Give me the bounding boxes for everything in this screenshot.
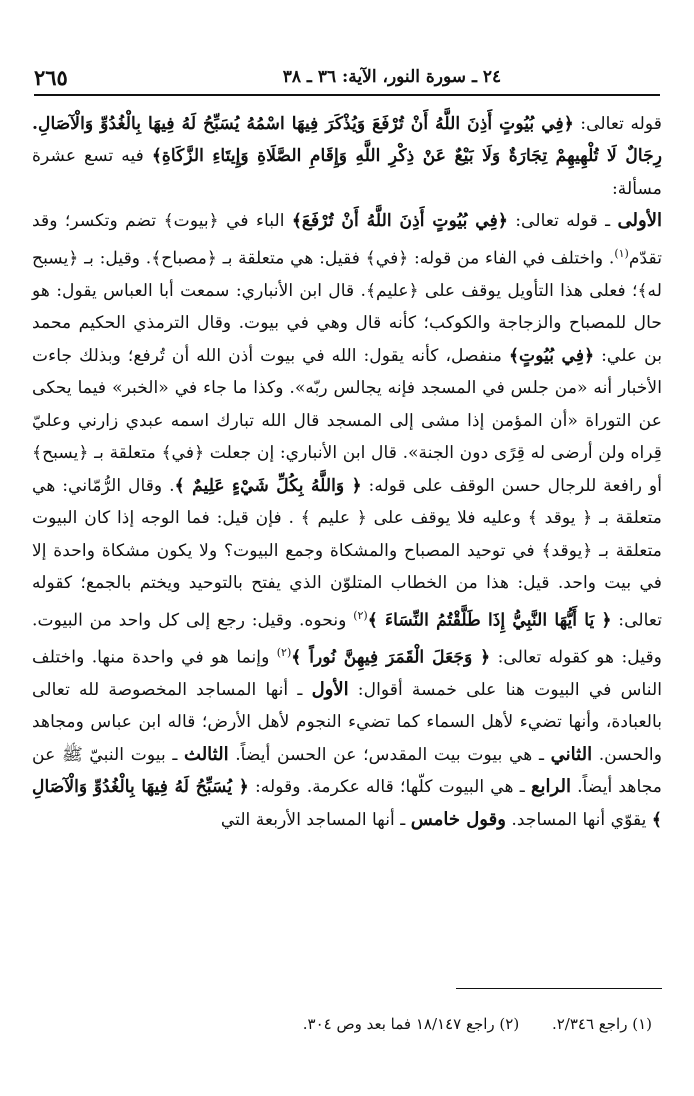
quran-verse: ﴿ يُسَبِّحُ لَهُ فِيهَا بِالْغُدُوِّ وَالْآصَالِ ﴾ — [32, 777, 662, 830]
paragraph-intro — [32, 108, 662, 205]
intro-tail: فيه تسع عشرة مسألة: — [32, 146, 662, 199]
footnote-ref: (٢) — [353, 608, 368, 622]
issue-heading: الأولى — [617, 210, 662, 232]
quran-verse: ﴿فِي بُيُوتٍ أَذِنَ اللَّهُ أَنْ تُرْفَعَ وَيُذْكَرَ فِيهَا اسْمُهُ يُسَبِّحُ لَهُ فِيهَا بِالْغُدُوِّ وَالْآصَالِ. رِجَالٌ لَا تُلْهِيهِمْ تِجَارَةٌ وَلَا بَيْعٌ عَنْ ذِكْرِ اللَّهِ وَإِقَامِ الصَّلَاةِ وَإِيتَاءِ الزَّكَاةِ﴾ — [32, 114, 662, 167]
running-title: ٢٤ ـ سورة النور، الآية: ٣٦ ـ ٣٨ — [282, 67, 502, 87]
opinion-label: الثالث — [184, 743, 229, 765]
quran-verse: ﴿ يَا أَيُّهَا النَّبِيُّ إِذَا طَلَّقْتُمُ النِّسَاءَ ﴾ — [367, 610, 612, 631]
footnotes — [32, 1012, 652, 1036]
footnote-ref: (٢) — [276, 645, 292, 659]
opinion-label: وقول خامس — [410, 808, 506, 830]
body-text: . واختلف في الفاء من قوله: ﴿في﴾ فقيل: هي متعلقة بـ ﴿مصباح﴾. وقيل: بـ ﴿يسبح له﴾؛ فعلى هذا التأويل يوقف على ﴿عليم﴾. قال ابن الأنباري: سمعت أبا العباس يقول: هو حال للمصباح والزجاجة والكوكب؛ كأنه قال وهي في بيوت. وقال الترمذي الحكيم محمد بن علي: — [32, 248, 662, 366]
page-number: ٢٦٥ — [34, 64, 68, 90]
opinion-text: ـ هي بيوت بيت المقدس؛ عن الحسن أيضاً. — [228, 744, 551, 765]
quran-verse: ﴿فِي بُيُوتٍ﴾ — [508, 345, 595, 366]
opinion-text: ـ هي البيوت كلّها؛ قاله عكرمة. وقوله: — [248, 777, 531, 798]
paragraph-first-issue — [32, 205, 662, 836]
quran-verse: ﴿فِي بُيُوتٍ أَذِنَ اللَّهُ أَنْ تُرْفَعَ﴾ — [291, 211, 508, 232]
body-text: . وقال الرُّمّاني: هي متعلقة بـ ﴿ يوقد ﴾ وعليه فلا يوقف على ﴿ عليم ﴾ . فإن قيل: فما الوجه إذا كان البيوت متعلقة بـ ﴿يوقد﴾ في توحيد المصباح والمشكاة وجمع البيوت؟ ولا يكون مشكاة واحدة إلا في بيت واحد. قيل: هذا من الخطاب المتلوّن الذي يفتح بالتوحيد ويختم بالجمع؛ كقوله تعالى: — [32, 475, 662, 631]
footnote-item: (٢) راجع ١٨/١٤٧ فما بعد وص ٣٠٤. — [302, 1015, 520, 1033]
opinion-text: يقوّي أنها المساجد. — [505, 809, 652, 830]
body-text: ونحوه. وقيل: رجع إلى كل واحد من البيوت. وقيل: هو كقوله تعالى: — [32, 610, 662, 668]
opinion-text: ـ أنها المساجد المخصوصة لله تعالى بالعبادة، وأنها تضيء لأهل السماء كما تضيء النجوم لأهل الأرض؛ قاله ابن عباس ومجاهد والحسن. — [32, 679, 663, 765]
page-header — [34, 60, 660, 96]
opinion-label: الأول — [311, 678, 349, 700]
quran-verse: ﴿ وَجَعَلَ الْقَمَرَ فِيهِنَّ نُوراً ﴾ — [291, 647, 491, 668]
intro-text: قوله تعالى: — [573, 114, 662, 134]
opinion-label: الرابع — [530, 776, 571, 798]
body-text: منفصل، كأنه يقول: الله في بيوت أذن الله أن تُرفع؛ وبذلك جاءت الأخبار أنه «من جلس في المسجد فإنه يجالس ربّه». وكذا ما جاء في «الخبر» فيما يحكى عن التوراة «أن المؤمن إذا مشى إلى المسجد قال الله تبارك اسمه عبدي زارني وعليّ قِراه ولن أرضى له قِرًى دون الجنة». قال ابن الأنباري: إن جعلت ﴿في﴾ متعلقة بـ ﴿يسبح﴾ أو رافعة للرجال حسن الوقف على قوله: — [32, 345, 662, 496]
quran-verse: ﴿ وَاللَّهُ بِكُلِّ شَيْءٍ عَلِيمٌ ﴾ — [174, 475, 362, 496]
body-text: ـ قوله تعالى: — [507, 211, 618, 232]
body-text: وإنما هو في واحدة منها. واختلف الناس في البيوت هنا على خمسة أقوال: — [32, 647, 662, 700]
opinion-text: ـ أنها المساجد الأربعة التي — [220, 809, 411, 830]
footnote-ref: (١) — [614, 246, 629, 260]
opinion-label: الثاني — [550, 743, 593, 765]
body-text: الباء في ﴿بيوت﴾ تضم وتكسر؛ وقد تقدّم — [32, 211, 662, 269]
footnote-divider — [456, 988, 662, 989]
main-text — [32, 108, 662, 836]
opinion-text: ـ بيوت النبيّ ﷺ عن مجاهد أيضاً. — [32, 744, 663, 798]
footnote-item: (١) راجع ٢/٣٤٦. — [551, 1015, 652, 1033]
